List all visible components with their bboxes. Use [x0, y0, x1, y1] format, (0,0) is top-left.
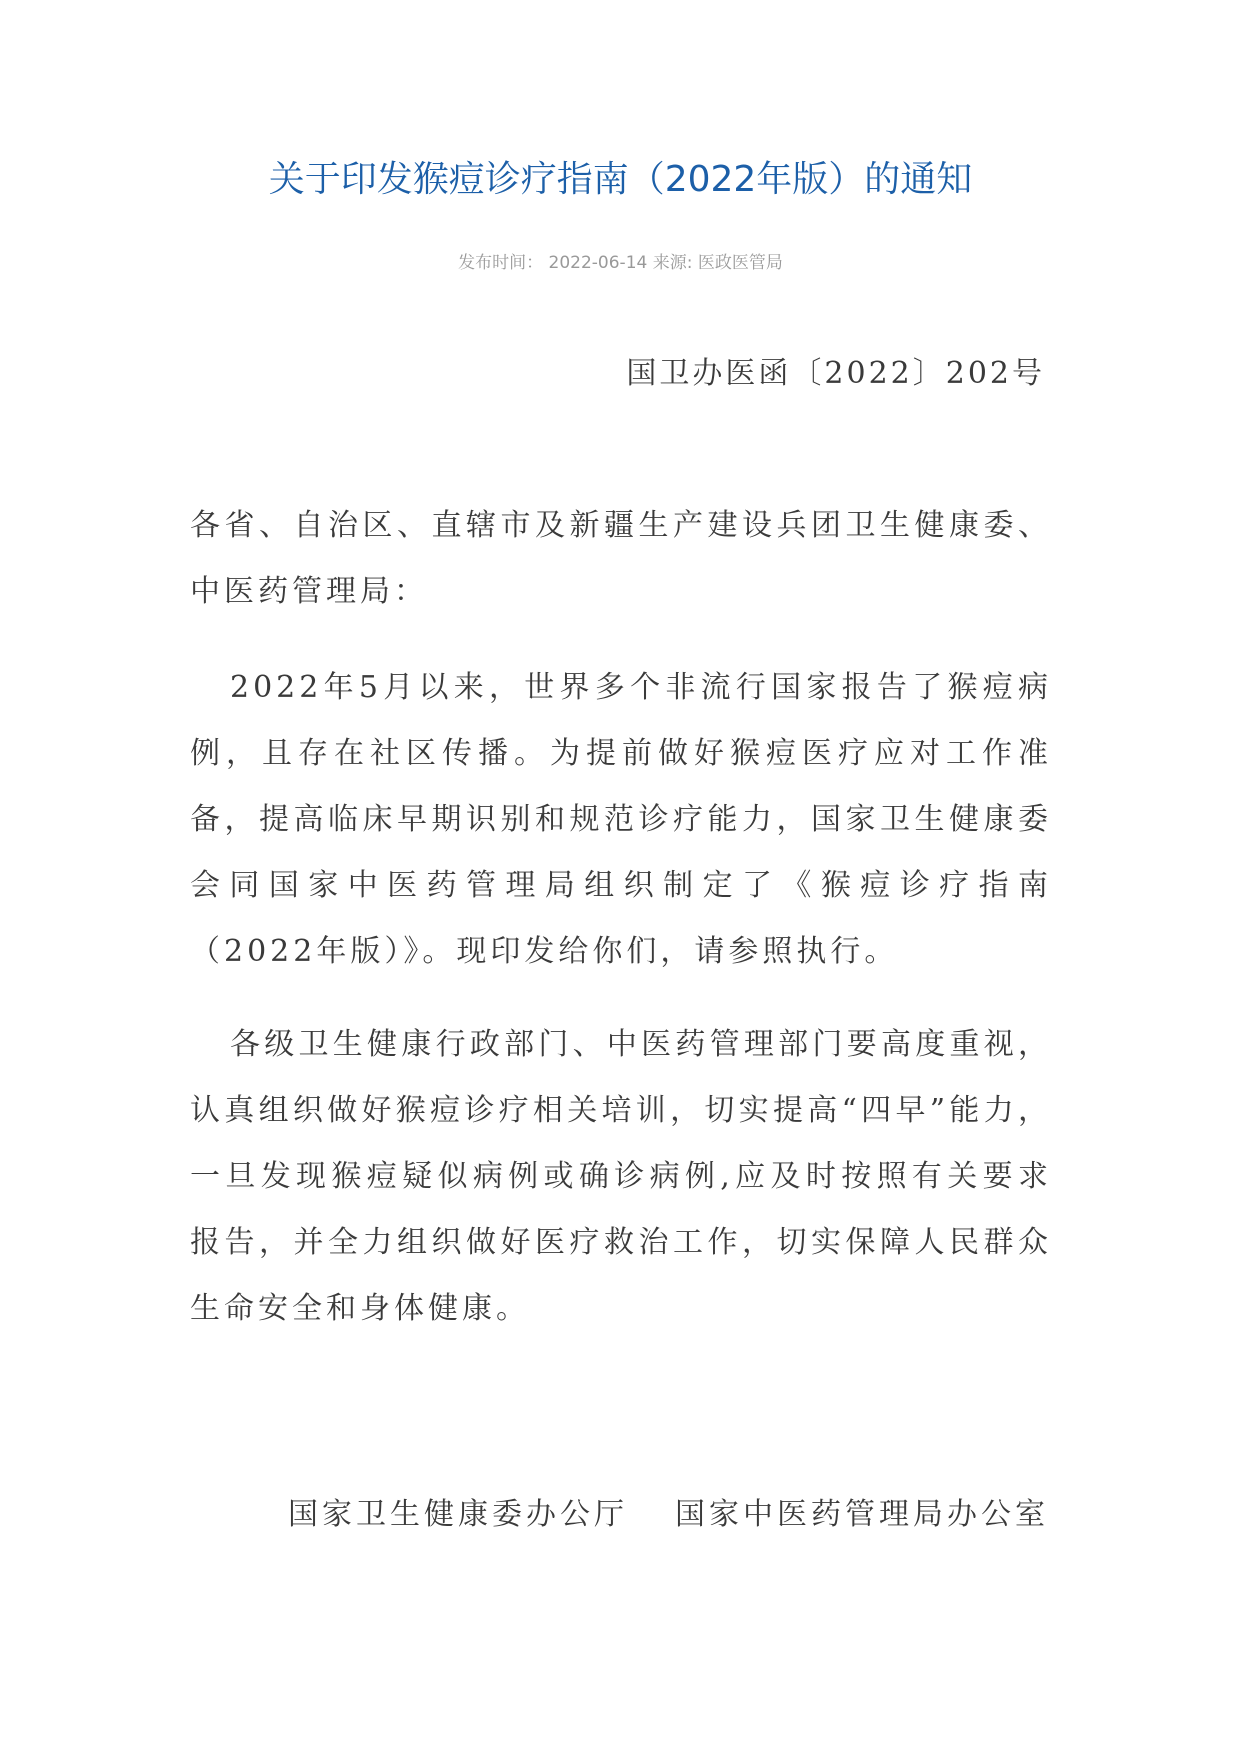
source-name: 医政医管局 — [697, 253, 783, 273]
publish-meta — [0, 253, 1241, 273]
document-number: 国卫办医函〔2022〕202号 — [626, 356, 1045, 391]
paragraph-2: 各级卫生健康行政部门、中医药管理部门要高度重视，认真组织做好猴痘诊疗相关培训，切实提高“四早”能力，一旦发现猴痘疑似病例或确诊病例,应及时按照有关要求报告，并全力组织做好医疗救治工作，切实保障人民群众生命安全和身体健康。 — [190, 1027, 1052, 1326]
source-label: 来源: — [652, 253, 693, 273]
publish-label: 发布时间： — [458, 253, 544, 273]
addressee: 各省、自治区、直辖市及新疆生产建设兵团卫生健康委、中医药管理局： — [190, 508, 1052, 609]
signature-health-commission: 国家卫生健康委办公厅 — [288, 1497, 628, 1532]
page-title: 关于印发猴痘诊疗指南（2022年版）的通知 — [268, 159, 973, 200]
paragraph-1: 2022年5月以来，世界多个非流行国家报告了猴痘病例，且存在社区传播。为提前做好猴痘医疗应对工作准备，提高临床早期识别和规范诊疗能力，国家卫生健康委会同国家中医药管理局组织制定了《猴痘诊疗指南（2022年版）》。现印发给你们，请参照执行。 — [190, 670, 1052, 969]
publish-date: 2022-06-14 — [548, 253, 648, 273]
signature-tcm-administration: 国家中医药管理局办公室 — [675, 1497, 1049, 1532]
